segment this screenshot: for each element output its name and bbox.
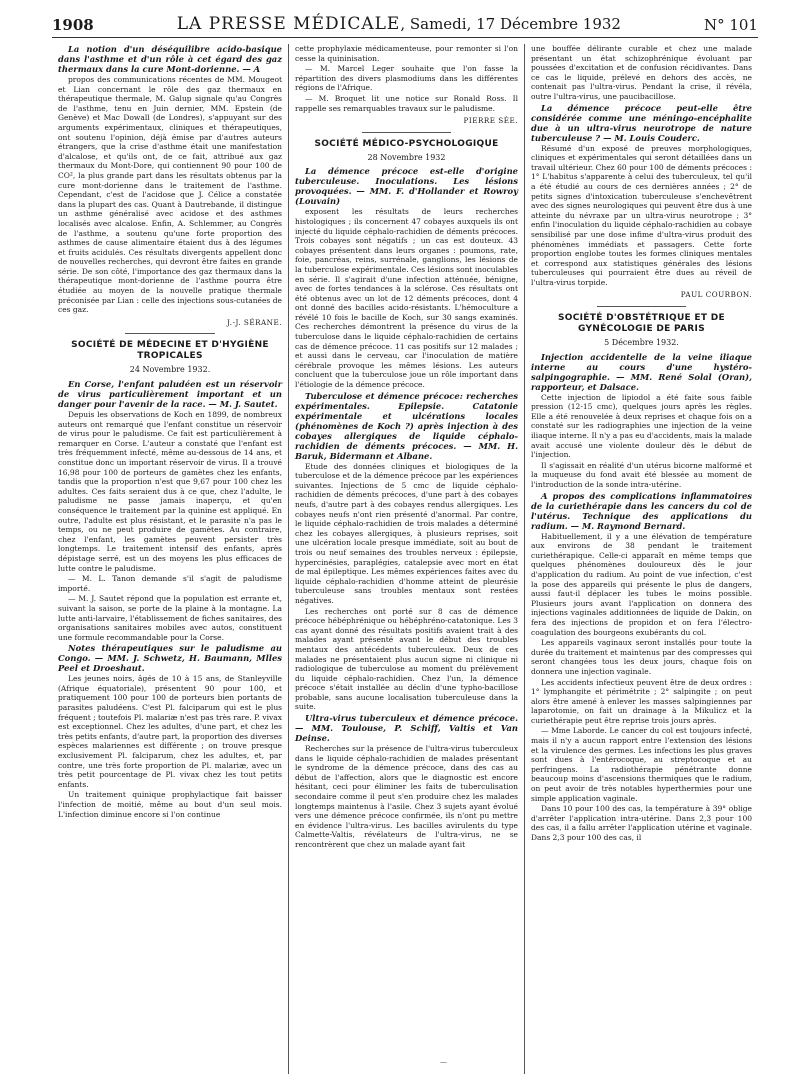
article-columns — [52, 44, 758, 1074]
author-signature: J.-J. SÉRANE. — [226, 317, 282, 327]
society-heading: SOCIÉTÉ MÉDICO-PSYCHOLOGIQUE — [314, 138, 499, 149]
article-body: Il s'agissait en réalité d'un utérus bicorne malformé et la muqueuse du fond avait été blessée au moment de l'introduction de la sonde intra-utérine. — [531, 460, 752, 489]
section-divider — [125, 333, 215, 334]
article-body: une bouffée délirante curable et chez une malade présentant un état schizophrénique évoluant par poussées d'excitation et de confusion récidivantes. Dans ce cas le liquide, prélevé en dehors des accès, ne contenait pas l'ultra-virus. Pendant la crise, il révéla, outre l'ultra-virus, une paucibacillose. — [531, 44, 752, 101]
article-body: — M. J. Sautet répond que la population est errante et, suivant la saison, se porte de la plaine à la montagne. La lutte anti-larvaire, l'établissement de fiches sanitaires, des organisations sanitaires mobiles avec autos, constituent une formule recommandable pour la Corse. — [58, 594, 282, 642]
article-body: Les jeunes noirs, âgés de 10 à 15 ans, de Stanleyville (Afrique équatoriale), présentent 90 pour 100, et pratiquement 100 pour 100 de porteurs bien portants de parasites paludéens. C'est Pl. falciparum qui est le plus fréquent ; toutefois Pl. malariæ n'est pas très rare. P. vivax est exceptionnel. Chez les adultes, d'une part, et chez les très petits enfants, d'autre part, la proportion des diverses espèces malariennes est différente ; on trouve presque exclusivement Pl. falciparum, chez les adultes, et, par contre, une très forte proportion de Pl. malariæ, avec un très petit pourcentage de Pl. vivax chez les tout petits enfants. — [58, 674, 282, 789]
column-1 — [52, 44, 288, 1074]
society-date: 5 Décembre 1932. — [604, 338, 679, 348]
article-title: En Corse, l'enfant paludéen est un réservoir de virus particulièrement important et un danger pour l'avenir de la race. — M. J. Sautet. — [58, 379, 282, 410]
society-date: 24 Novembre 1932. — [129, 365, 211, 375]
column-2 — [288, 44, 524, 1074]
article-body: cette prophylaxie médicamenteuse, pour remonter si l'on cesse la quininisation. — [295, 44, 518, 63]
article-title: La démence précoce peut-elle être considérée comme une méningo-encéphalite due à un ultra-virus neurotrope de nature tuberculeuse ? — M. Louis Couderc. — [531, 102, 752, 143]
article-body: Dans 10 pour 100 des cas, la température à 39° oblige d'arrêter l'application intra-utérine. Dans 2,3 pour 100 des cas, il a fallu arrêter l'application utérine et vaginale. Dans 2,3 pour 100 des cas, il — [531, 804, 752, 842]
article-body: Résumé d'un exposé de preuves morphologiques, cliniques et expérimentales qui seront détaillées dans un travail ultérieur. Chez 60 pour 100 de déments précoces : 1° L'habitus s'apparente à celui des tuberculeux, tel qu'il a été étudié au cours de ces dernières années ; 2° de petits signes d'intoxication tuberculeuse s'enchevêtrent avec des signes neurologiques qui peuvent être dus à une atteinte du névraxe par un ultra-virus neurotrope ; 3° enfin l'inoculation du liquide céphalo-rachidien au cobaye sensibilisé par une dose infime d'ultra-virus produit des phénomènes immédiats et passagers. Cette forte proportion englobe toutes les formes cliniques mentales et correspond aux statistiques générales des lésions tuberculeuses qui pourraient être dues au réveil de l'ultra-virus torpide. — [531, 143, 752, 287]
section-divider — [362, 132, 451, 133]
section-divider — [597, 306, 685, 307]
article-body: Habituellement, il y a une élévation de température aux environs de 38 pendant le traitement curiethérapique. Celle-ci apparaît en même temps que quelques phénomènes douloureux dès le jour d'application du radium. Au point de vue infection, c'est la pose des appareils qui présente le plus de dangers, aussi faut-il déplacer les tubes le moins possible. Plusieurs jours avant l'application on donnera des injections vaginales additionnées de liquide de Dakin, on fera des injections de propidon et on fera l'électro-coagulation des bourgeons exubérants du col. — [531, 531, 752, 637]
article-body: propos des communications récentes de MM. Mougeot et Lian concernant le rôle des gaz thermaux en thérapeutique thermale, M. Galup signale qu'au Congrès de l'asthme, tenu en Juin dernier, MM. Epstein (de Genève) et Mac Dowall (de Londres), s'appuyant sur des arguments expérimentaux, cliniques et thérapeutiques, ont soutenu l'opinion, déjà émise par d'autres auteurs étrangers, que la crise d'asthme était une manifestation d'alcalose, et qu'ils ont, de ce fait, attribué aux gaz thermaux du Mont-Dore, qui contiennent 90 pour 100 de CO², la plus grande part dans les résultats obtenus par la cure mont-dorienne dans le traitement de l'asthme. Cependant, c'est de l'acidose que J. Célice a constatée dans la plupart des cas. Quant à Dautrebande, il distingue un asthme généralisé avec acidose et des asthmes localisés avec alcalose. Enfin, A. Schlemmer, au Congrès de l'asthme, a soutenu qu'une forte proportion des asthmes de cause alimentaire étaient dus à des légumes et fruits acidulés. Ces résultats divergents appellent donc de nouvelles recherches, qui devront être faites en grande série. De son côté, l'importance des gaz thermaux dans la thérapeutique mont-dorienne de l'asthme pourra être étudiée au moyen de la nouvelle pratique thermale préconisée par Lian : celle des injections sous-cutanées de ces gaz. — [58, 75, 282, 315]
article-body: Les appareils vaginaux seront installés pour toute la durée du traitement et maintenus par des compresses qui seront changées tous les deux jours, chaque fois on donnera une injection vaginale. — [531, 638, 752, 676]
article-body: Cette injection de lipiodol a été faite sous faible pression (12-15 cmc), quelques jours après les règles. Elle a été renouvelée à deux reprises et chaque fois on a constaté sur les radiographies une injection de la veine iliaque interne. Il n'y a pas eu d'accidents, mais la malade avait accusé une violente douleur dès le début de l'injection. — [531, 392, 752, 460]
running-header — [52, 10, 758, 38]
author-signature: PIERRE SÉE. — [463, 116, 518, 126]
journal-masthead: LA PRESSE MÉDICALE, Samedi, 17 Décembre 1932 — [176, 14, 621, 34]
article-body: — M. Broquet lit une notice sur Ronald Ross. Il rappelle ses remarquables travaux sur le paludisme. — [295, 93, 518, 113]
article-title: Tuberculose et démence précoce: recherches expérimentales. Epilepsie. Catatonie expérimentale et ulcérations locales (phénomènes de Koch ?) après injection à des cobayes allergiques de liquide céphalo-rachidien de déments précoces. — MM. H. Baruk, Bidermann et Albane. — [295, 390, 518, 461]
article-body: Recherches sur la présence de l'ultra-virus tuberculeux dans le liquide céphalo-rachidien de malades présentant le syndrome de la démence précoce, dans des cas au début de l'affection, alors que le diagnostic est encore hésitant, ceci pour éliminer les faits de tuberculisation secondaire comme il peut s'en produire chez les malades longtemps maintenus à l'asile. Chez 3 sujets ayant évolué vers une démence précoce confirmée, ils n'ont pu mettre en évidence l'ultra-virus. Les bacilles avirulents du type Calmette-Valtis, révélateurs de l'ultra-virus, ne se rencontrèrent que chez un malade ayant fait — [295, 744, 518, 849]
article-body: Les recherches ont porté sur 8 cas de démence précoce hébéphrénique ou hébéphréno-catatonique. Les 3 cas ayant donné des résultats positifs avaient trait à des malades ayant présenté avant le début des troubles mentaux des antécédents tuberculeux. Deux de ces malades ne présentaient plus aucun signe ni clinique ni radiologique de tuberculose au moment du prélèvement du liquide céphalo-rachidien. Chez l'un, la démence précoce s'était installée au déclin d'une typho-bacillose probable, sans aucune localisation tuberculeuse dans la suite. — [295, 606, 518, 712]
article-body: — Mme Laborde. Le cancer du col est toujours infecté, mais il n'y a aucun rapport entre l'extension des lésions et la virulence des germes. Les infections les plus graves sont dues à l'entérocoque, au streptocoque et au perfringens. La radiothérapie pénétrante donne beaucoup moins d'ascensions thermiques que le radium, on peut avoir de très notables hyperthermies pour une simple application vaginale. — [531, 726, 752, 803]
article-body: Etude des données cliniques et biologiques de la tuberculose et de la démence précoce par les expériences suivantes. Injections de 5 cmc de liquide céphalo-rachidien de déments précoces, d'une part à des cobayes neufs, d'autre part à des cobayes rendus allergiques. Les cobayes neufs n'ont rien présenté d'anormal. Par contre, le liquide céphalo-rachidien de trois malades a déterminé chez les cobayes allergiques, à plusieurs reprises, soit une ulcération locale presque immédiate, soit au bout de trois ou neuf semaines des troubles nerveux : épilepsie, hypercinésies, paraplégies, catalepsie avec mort en état de mal épileptique. Les mêmes expériences faites avec du liquide céphalo-rachidien d'homme atteint de pleurésie tuberculeuse sans troubles mentaux sont restées négatives. — [295, 461, 518, 605]
author-signature: PAUL COURBON. — [680, 290, 752, 300]
society-heading: SOCIÉTÉ DE MÉDECINE ET D'HYGIÈNE TROPICALES — [71, 340, 269, 362]
page-number: 1908 — [52, 16, 94, 34]
article-body: Un traitement quinique prophylactique fait baisser l'infection de moitié, même au bout d'un seul mois. L'infection diminue encore si l'on continue — [58, 790, 282, 819]
article-body: Les accidents infectieux peuvent être de deux ordres : 1° lymphangite et périmétrite ; 2° salpingite ; on peut alors être amené à enlever les masses salpingiennes par laparotomie, on fait un drainage à la Mikulicz et la curiethérapie peut être reprise trois jours après. — [531, 677, 752, 725]
column-3 — [524, 44, 758, 1074]
article-title: Notes thérapeutiques sur le paludisme au Congo. — MM. J. Schwetz, H. Baumann, Mlles Peel et Droeshaut. — [58, 643, 282, 674]
article-title: La notion d'un déséquilibre acido-basique dans l'asthme et d'un rôle à cet égard des gaz thermaux dans la cure Mont-dorienne. — A — [58, 44, 282, 74]
article-title: A propos des complications inflammatoires de la curiethérapie dans les cancers du col de l'utérus. Technique des applications du radium. — M. Raymond Bernard. — [531, 490, 752, 531]
article-body: — M. L. Tanon demande s'il s'agit de paludisme importé. — [58, 574, 282, 593]
article-title: Injection accidentelle de la veine iliaque interne au cours d'une hystéro-salpingographie. — MM. René Solal (Oran), rapporteur, et Dalsace. — [531, 351, 752, 392]
article-title: Ultra-virus tuberculeux et démence précoce. — MM. Toulouse, P. Schiff, Valtis et Van Deinse. — [295, 713, 518, 744]
article-body: — M. Marcel Leger souhaite que l'on fasse la répartition des divers plasmodiums dans les différentes régions de l'Afrique. — [295, 64, 518, 93]
issue-date: Samedi, 17 Décembre 1932 — [409, 15, 621, 33]
society-heading: SOCIÉTÉ D'OBSTÉTRIQUE ET DE GYNÉCOLOGIE DE PARIS — [558, 313, 725, 335]
article-body: Depuis les observations de Koch en 1899, de nombreux auteurs ont remarqué que l'enfant constitue un réservoir de virus pour le paludisme. Ce fait est particulièrement à remarquer en Corse. L'auteur a constaté que l'enfant est très fréquemment infecté, même au-dessous de 14 ans, et constitue donc un important réservoir de virus. Il a trouvé 16,98 pour 100 de porteurs de gamètes chez les enfants, tandis que la proportion n'est que 9,67 pour 100 chez les adultes. Ces faits seraient dus à ce que, chez l'adulte, le paludisme ne passe jamais inaperçu, et qu'en conséquence le traitement par la quinine est appliqué. En outre, l'adulte est plus résistant, et le parasite n'a pas le temps, ou ne peut produire de gamètes. Au contraire, chez l'enfant, les gamètes peuvent persister très longtemps. Le traitement intensif des enfants, après dépistage serré, est un des moyens les plus efficaces de lutte contre le paludisme. — [58, 410, 282, 573]
society-date: 28 Novembre 1932 — [367, 152, 446, 162]
article-title: La démence précoce est-elle d'origine tuberculeuse. Inoculations. Les lésions provoquées. — MM. F. d'Hollander et Rowroy (Louvain) — [295, 166, 518, 207]
journal-title: LA PRESSE MÉDICALE — [176, 14, 401, 34]
article-body: exposent les résultats de leurs recherches histologiques ; ils concernent 47 cobayes auxquels ils ont injecté du liquide céphalo-rachidien de déments précoces. Trois cobayes sont négatifs ; un cas est douteux. 43 cobayes présentent dans leurs organes : poumons, rate, foie, pancréas, reins, surrénale, ganglions, les lésions de la tuberculose expérimentale. Ces lésions sont inoculables en série. Il s'agirait d'une infection atténuée, bénigne, avec de fortes tendances à la sclérose. Ces résultats ont été obtenus avec un lot de 12 déments précoces, dont 4 ont donné des bacilles acido-résistants. L'hémoculture a révélé 10 fois le bacille de Koch, sur 30 sangs examinés. Ces recherches démontrent la présence du virus de la tuberculose dans le liquide céphalo-rachidien de certains cas de démence précoce. 11 cas positifs sur 12 malades ; et aussi dans le cerveau, car l'inoculation de matière cérébrale provoque les mêmes lésions. Les auteurs concluent que la tuberculose joue un rôle important dans l'étiologie de la démence précoce. — [295, 207, 518, 390]
page-folio-mark: — — [440, 1058, 447, 1066]
issue-number: N° 101 — [703, 16, 758, 34]
